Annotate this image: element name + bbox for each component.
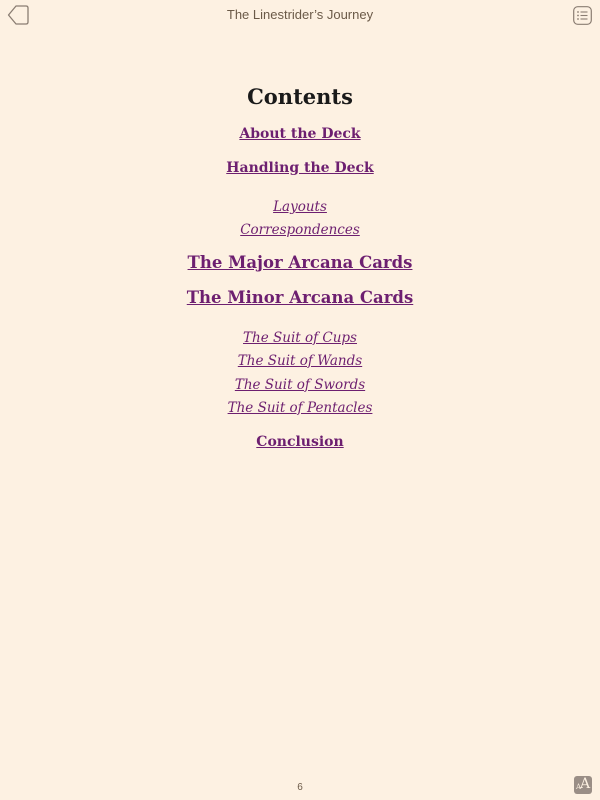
toc-link-handling-the-deck[interactable]: Handling the Deck <box>226 160 374 176</box>
table-of-contents-icon <box>573 6 592 25</box>
contents-heading: Contents <box>247 84 353 109</box>
font-settings-button[interactable]: A A <box>576 776 591 792</box>
toc-link-correspondences[interactable]: Correspondences <box>240 222 360 238</box>
toc-link-suit-of-cups[interactable]: The Suit of Cups <box>243 330 357 346</box>
toc-link-suit-of-swords[interactable]: The Suit of Swords <box>234 377 366 393</box>
toc-link-major-arcana[interactable]: The Major Arcana Cards <box>187 253 413 272</box>
toc-link-layouts[interactable]: Layouts <box>273 199 327 215</box>
toc-link-suit-of-pentacles[interactable]: The Suit of Pentacles <box>227 400 373 416</box>
top-bar <box>0 0 600 32</box>
table-of-contents <box>0 82 600 450</box>
toc-link-minor-arcana[interactable]: The Minor Arcana Cards <box>186 288 414 307</box>
toc-link-about-the-deck[interactable]: About the Deck <box>239 126 361 142</box>
toc-link-suit-of-wands[interactable]: The Suit of Wands <box>237 353 363 369</box>
table-of-contents-button[interactable] <box>573 6 592 25</box>
book-title: The Linestrider’s Journey <box>226 7 374 22</box>
page-number: 6 <box>297 782 303 793</box>
toc-link-conclusion[interactable]: Conclusion <box>256 434 344 450</box>
